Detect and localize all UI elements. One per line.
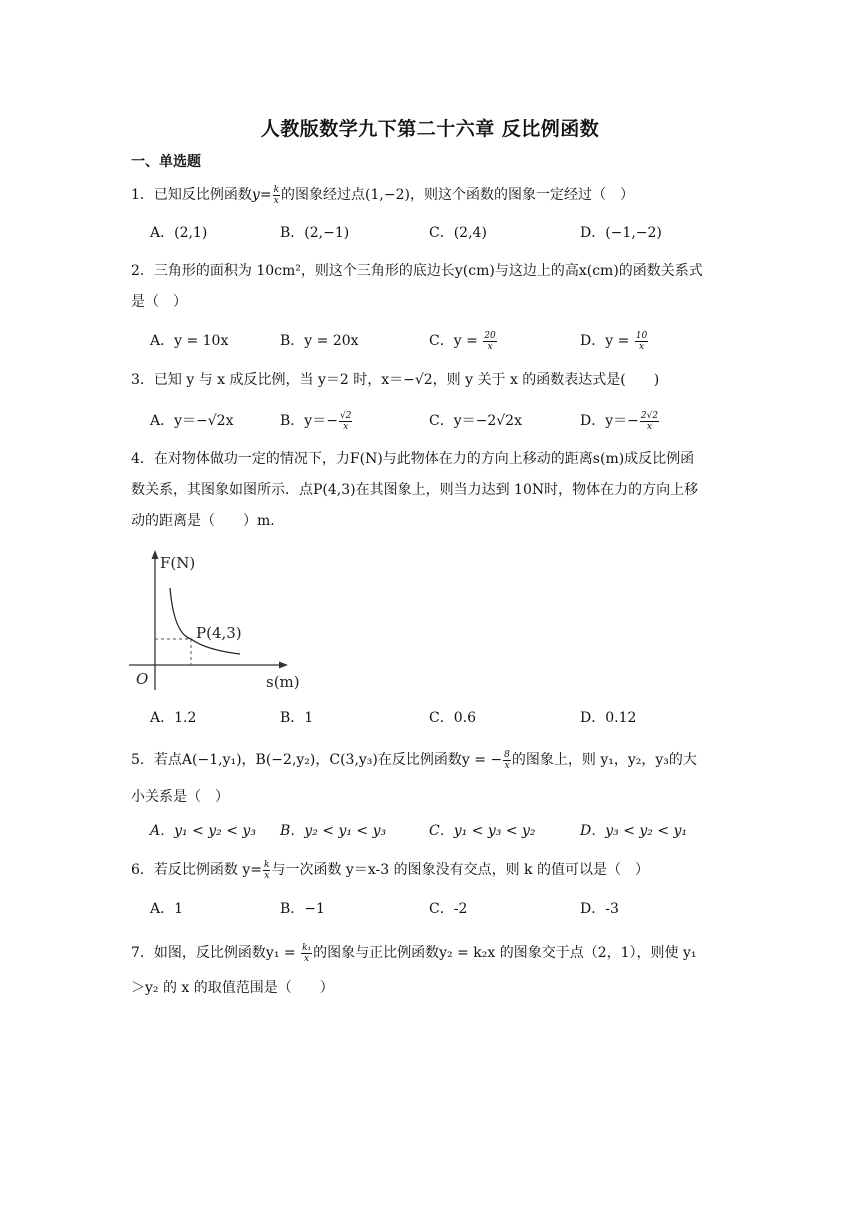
option-b-fraction	[339, 411, 352, 432]
option-a: A．1	[150, 901, 184, 917]
question-6	[131, 855, 735, 886]
option-d-fraction	[640, 411, 659, 432]
question-7-line-1	[131, 936, 735, 971]
fraction-numerator: 20	[484, 330, 496, 341]
option-d: D．-3	[580, 901, 619, 917]
option-b-text: B．y＝−	[280, 413, 338, 429]
option-b: B．(2,−1)	[280, 225, 350, 241]
fraction-denominator: x	[504, 760, 510, 771]
question-4-line-3: 动的距离是（ ）m．	[131, 513, 285, 529]
question-7-line-2: ＞y₂ 的 x 的取值范围是（ ）	[131, 980, 334, 996]
question-6-options	[150, 896, 750, 922]
question-2-options	[150, 328, 750, 354]
option-d-text: D．y =	[580, 333, 634, 349]
question-1	[131, 180, 735, 211]
fraction-denominator: x	[273, 195, 279, 206]
fraction-numerator: k	[264, 859, 270, 870]
option-c: C．0.6	[429, 710, 476, 726]
page-title: 人教版数学九下第二十六章 反比例函数	[260, 118, 600, 140]
fraction-denominator: x	[638, 341, 645, 352]
fraction-denominator: x	[304, 953, 310, 964]
question-5-line-2: 小关系是（ ）	[131, 789, 229, 805]
question-4	[131, 444, 735, 537]
inverse-curve	[170, 588, 240, 654]
question-7-fraction	[301, 943, 312, 964]
question-5-line-1	[131, 742, 735, 779]
question-1-options	[150, 220, 750, 246]
fraction-numerator: k₁	[302, 942, 312, 953]
question-5-fraction	[503, 750, 511, 771]
fraction-denominator: x	[343, 421, 349, 432]
question-3-options	[150, 408, 750, 434]
question-5	[131, 742, 735, 816]
option-d-fraction	[635, 331, 648, 352]
option-c-text: C．y =	[429, 333, 483, 349]
y-axis-arrow-icon	[152, 550, 159, 559]
option-d	[580, 328, 649, 354]
option-c: C．y₁ < y₃ < y₂	[429, 823, 536, 839]
fraction-numerator: 2√2	[640, 410, 659, 421]
option-c	[429, 328, 498, 354]
question-5-options	[150, 818, 750, 844]
option-c-fraction	[483, 331, 496, 352]
option-d: D．y₃ < y₂ < y₁	[580, 823, 688, 839]
origin-label: O	[136, 670, 149, 688]
question-1-text-end: 的图象经过点(1,−2)，则这个函数的图象一定经过（ ）	[281, 187, 634, 203]
question-7-text-end: 的图象与正比例函数y₂ = k₂x 的图象交于点（2，1），则使 y₁	[313, 945, 697, 961]
option-b: B．1	[280, 710, 314, 726]
option-c: C．y＝−2√2x	[429, 413, 522, 429]
option-a: A．y₁ < y₂ < y₃	[150, 823, 256, 839]
question-3: 3．已知 y 与 x 成反比例，当 y＝2 时，x＝−√2，则 y 关于 x 的函数表达式是( )	[131, 372, 660, 388]
inverse-proportion-graph	[124, 548, 314, 698]
question-2-line-1: 2．三角形的面积为 10cm²，则这个三角形的底边长y(cm)与这边上的高x(cm)的函数关系式	[131, 263, 703, 279]
fraction-denominator: x	[487, 341, 493, 352]
option-b	[280, 408, 353, 434]
question-4-options	[150, 705, 750, 731]
option-d: D．(−1,−2)	[580, 225, 662, 241]
question-6-text-end: 与一次函数 y＝x-3 的图象没有交点，则 k 的值可以是（ ）	[271, 862, 649, 878]
question-2-line-2: 是（ ）	[131, 294, 187, 310]
question-7-text: 7．如图，反比例函数y₁ =	[131, 945, 301, 961]
fraction-numerator: k	[273, 184, 280, 195]
question-1-formula: y=	[251, 187, 272, 203]
x-axis-arrow-icon	[279, 662, 288, 669]
section-heading: 一、单选题	[131, 154, 201, 170]
option-b: B．y₂ < y₁ < y₃	[280, 823, 387, 839]
option-c: C．-2	[429, 901, 468, 917]
option-d	[580, 408, 660, 434]
question-5-text: 5．若点A(−1,y₁)，B(−2,y₂)，C(3,y₃)在反比例函数y = −	[131, 752, 503, 768]
question-6-text: 6．若反比例函数 y=	[131, 862, 262, 878]
question-4-line-2: 数关系，其图象如图所示．点P(4,3)在其图象上，则当力达到 10N时，物体在力的方向上移	[131, 482, 699, 498]
option-a: A．y = 10x	[150, 333, 229, 349]
fraction-denominator: x	[264, 870, 270, 881]
question-1-text: 1．已知反比例函数	[131, 187, 252, 203]
option-b: B．−1	[280, 901, 325, 917]
question-4-line-1: 4．在对物体做功一定的情况下，力F(N)与此物体在力的方向上移动的距离s(m)成反比例函	[131, 451, 695, 467]
question-5-text-end: 的图象上，则 y₁，y₂，y₃的大	[511, 752, 697, 768]
option-a: A．1.2	[150, 710, 197, 726]
point-p-label: P(4,3)	[196, 624, 242, 642]
question-1-fraction	[273, 185, 280, 206]
option-d-text: D．y＝−	[580, 413, 639, 429]
option-d: D．0.12	[580, 710, 637, 726]
question-7	[131, 936, 735, 1006]
fraction-denominator: x	[646, 421, 652, 432]
option-c: C．(2,4)	[429, 225, 487, 241]
x-axis-label: s(m)	[266, 673, 300, 691]
fraction-numerator: 8	[504, 749, 510, 760]
question-2	[131, 256, 735, 318]
option-a: A．y＝−√2x	[150, 413, 234, 429]
option-b: B．y = 20x	[280, 333, 359, 349]
fraction-numerator: √2	[339, 410, 352, 421]
y-axis-label: F(N)	[160, 554, 196, 572]
question-6-fraction	[263, 860, 270, 881]
fraction-numerator: 10	[635, 330, 648, 341]
option-a: A．(2,1)	[150, 225, 208, 241]
